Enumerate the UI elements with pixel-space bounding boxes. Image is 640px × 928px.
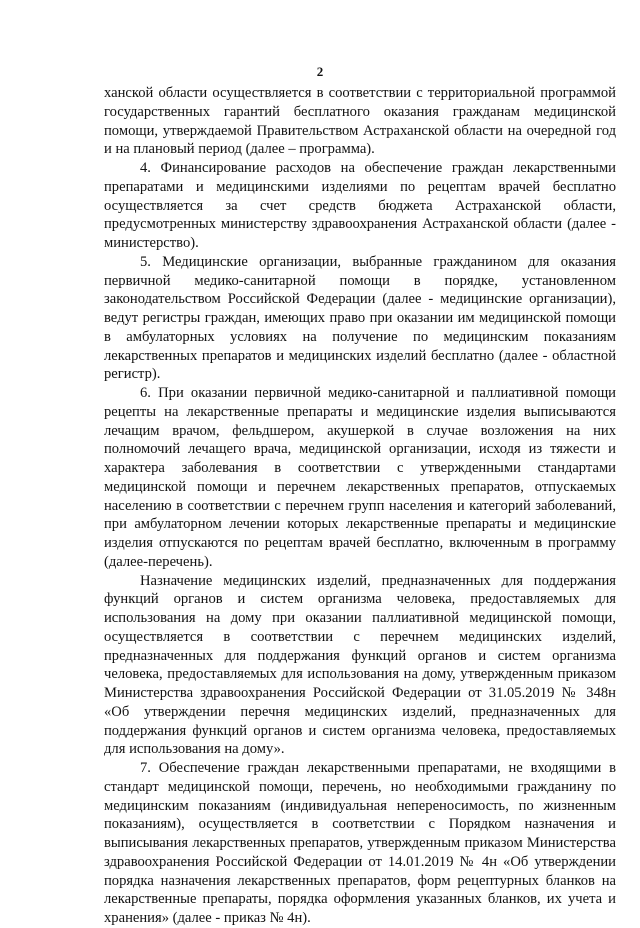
paragraph-5: 5. Медицинские организации, выбранные гражданином для оказания первичной медико-санитарной помощи в порядке, установленном законодательством Российской Федерации (далее - медицинские организации), ведут регистры граждан, имеющих право при оказании им медицинской помощи в амбулаторных условиях на получение по медицинским показаниям лекарственных препаратов и медицинских изделий бесплатно (далее - областной регистр). [104, 253, 616, 383]
paragraph-continuation: ханской области осуществляется в соответствии с территориальной программой государственных гарантий бесплатного оказания гражданам медицинской помощи, утверждаемой Правительством Астраханской области на очередной год и на плановый период (далее – программа). [104, 85, 616, 158]
paragraph-6-appendix: Назначение медицинских изделий, предназначенных для поддержания функций органов и систем организма человека, предоставляемых для использования на дому при оказании паллиативной медицинской помощи, осуществляется в соответствии с перечнем медицинских изделий, предназначенных для поддержания функций органов и систем организма человека, предоставляемых для использования на дому, утвержденным приказом Министерства здравоохранения Российской Федерации от 31.05.2019 № 348н «Об утверждении перечня медицинских изделий, предназначенных для поддержания функций органов и систем организма человека, предоставляемых для использования на дому». [104, 572, 616, 758]
page-number: 2 [316, 64, 324, 79]
paragraph-6: 6. При оказании первичной медико-санитарной и паллиативной помощи рецепты на лекарственные препараты и медицинские изделия выписываются лечащим врачом, фельдшером, акушеркой в случае возложения на них полномочий лечащего врача, медицинской организации, исходя из тяжести и характера заболевания в соответствии с утвержденными стандартами медицинской помощи и перечнем лекарственных препаратов, отпускаемых населению в соответствии с перечнем групп населения и категорий заболеваний, при амбулаторном лечении которых лекарственные препараты и медицинские изделия отпускаются по рецептам врачей бесплатно, включенным в программу (далее-перечень). [104, 385, 616, 570]
document-body [104, 84, 616, 928]
paragraph-4: 4. Финансирование расходов на обеспечение граждан лекарственными препаратами и медицинскими изделиями по рецептам врачей бесплатно осуществляется за счет средств бюджета Астраханской области, предусмотренных министерству здравоохранения Астраханской области (далее - министерство). [104, 160, 616, 251]
paragraph-7: 7. Обеспечение граждан лекарственными препаратами, не входящими в стандарт медицинской помощи, перечень, но необходимыми гражданину по медицинским показаниям (индивидуальная непереносимость, по жизненным показаниям), осуществляется в соответствии с Порядком назначения и выписывания лекарственных препаратов, утвержденным приказом Министерства здравоохранения Российской Федерации от 14.01.2019 № 4н «Об утверждении порядка назначения лекарственных препаратов, форм рецептурных бланков на лекарственные препараты, порядка оформления указанных бланков, их учета и хранения» (далее - приказ № 4н). [104, 760, 616, 926]
